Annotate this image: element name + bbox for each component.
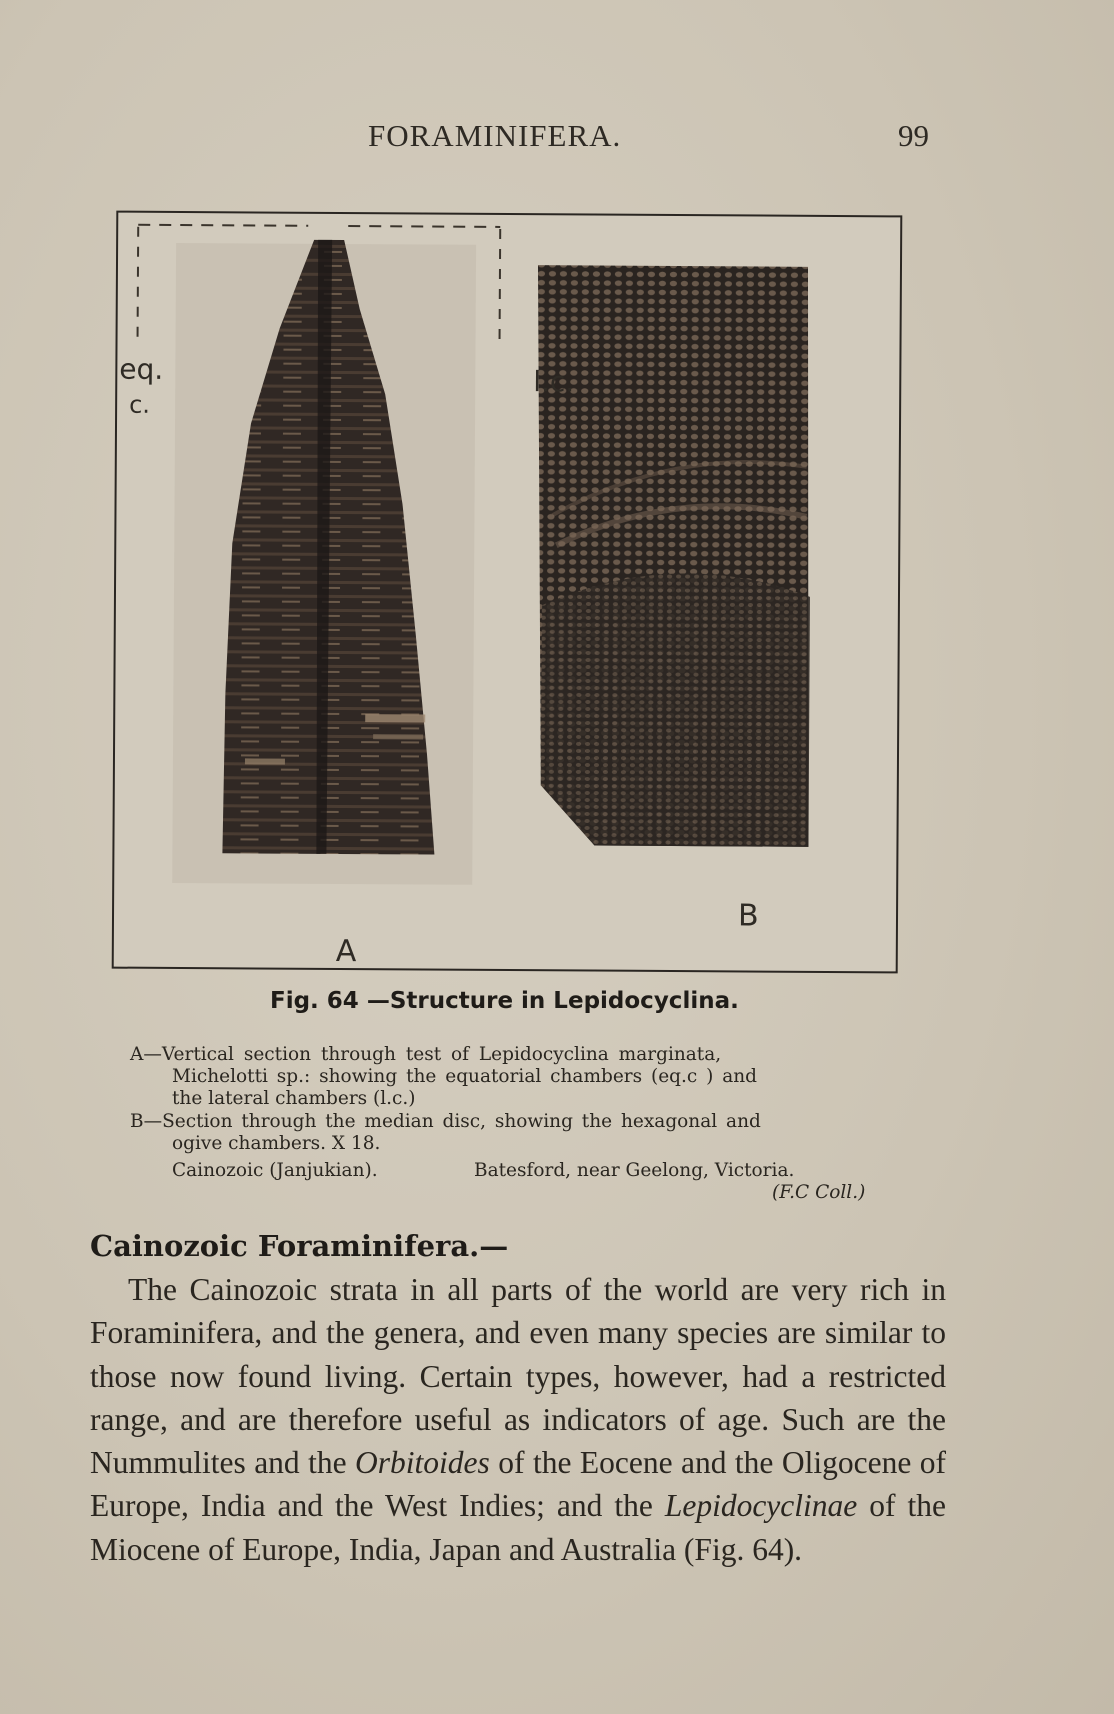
caption-line-age: Cainozoic (Janjukian). — [172, 1160, 378, 1181]
caption-line-b2: ogive chambers. X 18. — [172, 1133, 381, 1154]
running-title: FORAMINIFERA. — [368, 118, 622, 153]
body-paragraph — [90, 1268, 946, 1571]
label-eq: eq. — [119, 352, 164, 386]
body-text-1: The Cainozoic strata in all parts of the world are very rich in Foraminifera, and the genera, and even many species are similar to those now found living. Certain types, however, had a restricted range, and are therefore useful as indicators of age. Such are the Nummulites and the — [90, 1272, 946, 1481]
panel-b-label: B — [737, 898, 759, 934]
section-heading: Cainozoic Foraminifera.— — [90, 1229, 509, 1263]
figure-illustration — [114, 213, 900, 971]
label-c: c. — [129, 390, 151, 419]
figure-caption-title: Fig. 64 —Structure in Lepidocyclina. — [270, 988, 739, 1014]
body-text-2: of the Eocene and the Oligocene of Europe, India and the West Indies; and the — [90, 1445, 946, 1524]
caption-line-locality: Batesford, near Geelong, Victoria. — [474, 1160, 795, 1181]
label-lc: l.c. — [533, 365, 575, 399]
body-text-3: of the Miocene of Europe, India, Japan and Australia (Fig. 64). — [90, 1488, 946, 1567]
body-italic-orbitoides: Orbitoides — [355, 1445, 490, 1481]
caption-line-b1: B—Section through the median disc, showing the hexagonal and — [130, 1111, 761, 1132]
body-italic-lepidocyclinae: Lepidocyclinae — [664, 1488, 858, 1524]
guide-line-eq — [138, 227, 139, 338]
caption-line-a1: A—Vertical section through test of Lepidocyclina marginata, — [130, 1044, 722, 1065]
caption-line-a2: Michelotti sp.: showing the equatorial chambers (eq.c ) and — [172, 1066, 758, 1087]
panel-a-label: A — [335, 933, 357, 970]
guide-line-lc — [500, 229, 501, 340]
figure-64 — [112, 211, 903, 974]
caption-line-a3: the lateral chambers (l.c.) — [172, 1088, 416, 1109]
guide-line-top — [138, 225, 500, 227]
page-number: 99 — [898, 118, 929, 153]
running-head — [0, 118, 1114, 158]
caption-line-collection: (F.C Coll.) — [772, 1182, 866, 1203]
